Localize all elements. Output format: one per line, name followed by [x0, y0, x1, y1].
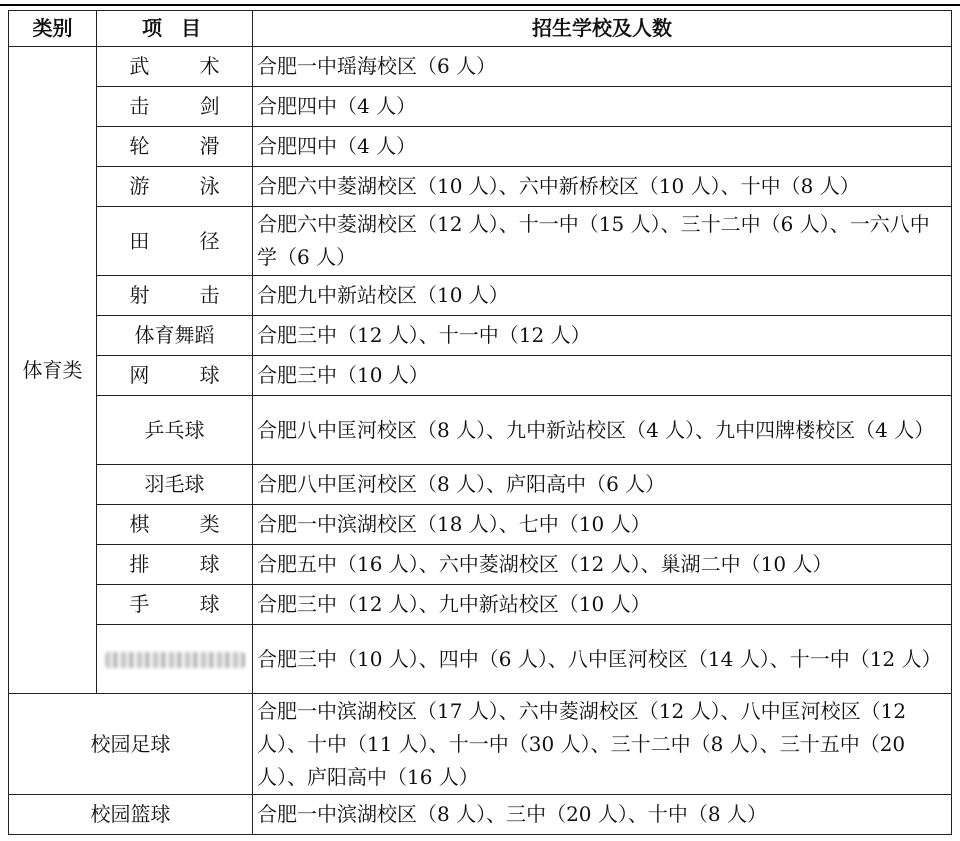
- table-row: [9, 356, 952, 396]
- blurred-item-label: [105, 652, 245, 668]
- table-row: [9, 694, 952, 795]
- item-cell: 手 球: [97, 585, 253, 625]
- schools-cell: 合肥一中滨湖校区（18 人）、七中（10 人）: [253, 505, 952, 545]
- table-row: [9, 795, 952, 835]
- table-row: [9, 127, 952, 167]
- header-row: [9, 11, 952, 47]
- schools-cell: 合肥四中（4 人）: [253, 127, 952, 167]
- item-cell: 击 剑: [97, 87, 253, 127]
- table-row: [9, 505, 952, 545]
- table-row: [9, 276, 952, 316]
- top-rule: [0, 4, 960, 6]
- table-row: [9, 465, 952, 505]
- item-cell: 乒乓球: [97, 396, 253, 465]
- schools-cell: 合肥六中菱湖校区（12 人）、十一中（15 人）、三十二中（6 人）、一六八中学（6 人）: [253, 207, 952, 276]
- item-cell: 排 球: [97, 545, 253, 585]
- item-cell: 轮 滑: [97, 127, 253, 167]
- schools-cell: 合肥九中新站校区（10 人）: [253, 276, 952, 316]
- schools-cell: 合肥六中菱湖校区（10 人）、六中新桥校区（10 人）、十中（8 人）: [253, 167, 952, 207]
- schools-cell: 合肥一中滨湖校区（8 人）、三中（20 人）、十中（8 人）: [253, 795, 952, 835]
- category-sports: 体育类: [9, 47, 97, 694]
- table-row: [9, 545, 952, 585]
- header-schools: 招生学校及人数: [253, 11, 952, 47]
- item-cell: 田 径: [97, 207, 253, 276]
- table-row: [9, 396, 952, 465]
- schools-cell: 合肥八中匡河校区（8 人）、九中新站校区（4 人）、九中四牌楼校区（4 人）: [253, 396, 952, 465]
- table-row: [9, 625, 952, 694]
- table-row: [9, 47, 952, 87]
- schools-cell: 合肥三中（12 人）、九中新站校区（10 人）: [253, 585, 952, 625]
- enrollment-table: [8, 10, 952, 835]
- table-row: [9, 585, 952, 625]
- table-body: [9, 47, 952, 835]
- item-cell: 射 击: [97, 276, 253, 316]
- table-row: [9, 167, 952, 207]
- table-row: [9, 207, 952, 276]
- schools-cell: 合肥一中瑶海校区（6 人）: [253, 47, 952, 87]
- schools-cell: 合肥五中（16 人）、六中菱湖校区（12 人）、巢湖二中（10 人）: [253, 545, 952, 585]
- schools-cell: 合肥三中（12 人）、十一中（12 人）: [253, 316, 952, 356]
- table-row: [9, 87, 952, 127]
- schools-cell: 合肥四中（4 人）: [253, 87, 952, 127]
- item-cell: 棋 类: [97, 505, 253, 545]
- item-cell: 体育舞蹈: [97, 316, 253, 356]
- item-cell: 游 泳: [97, 167, 253, 207]
- schools-cell: 合肥一中滨湖校区（17 人）、六中菱湖校区（12 人）、八中匡河校区（12 人）、十中（11 人）、十一中（30 人）、三十二中（8 人）、三十五中（20 人）、庐阳高中（16 人）: [253, 694, 952, 795]
- header-item: 项 目: [97, 11, 253, 47]
- schools-cell: 合肥三中（10 人）、四中（6 人）、八中匡河校区（14 人）、十一中（12 人）: [253, 625, 952, 694]
- header-category: 类别: [9, 11, 97, 47]
- item-cell: 武 术: [97, 47, 253, 87]
- item-cell: 羽毛球: [97, 465, 253, 505]
- item-cell: [97, 625, 253, 694]
- table-row: [9, 316, 952, 356]
- category-cell: 校园足球: [9, 694, 253, 795]
- item-cell: 网 球: [97, 356, 253, 396]
- schools-cell: 合肥三中（10 人）: [253, 356, 952, 396]
- schools-cell: 合肥八中匡河校区（8 人）、庐阳高中（6 人）: [253, 465, 952, 505]
- category-cell: 校园篮球: [9, 795, 253, 835]
